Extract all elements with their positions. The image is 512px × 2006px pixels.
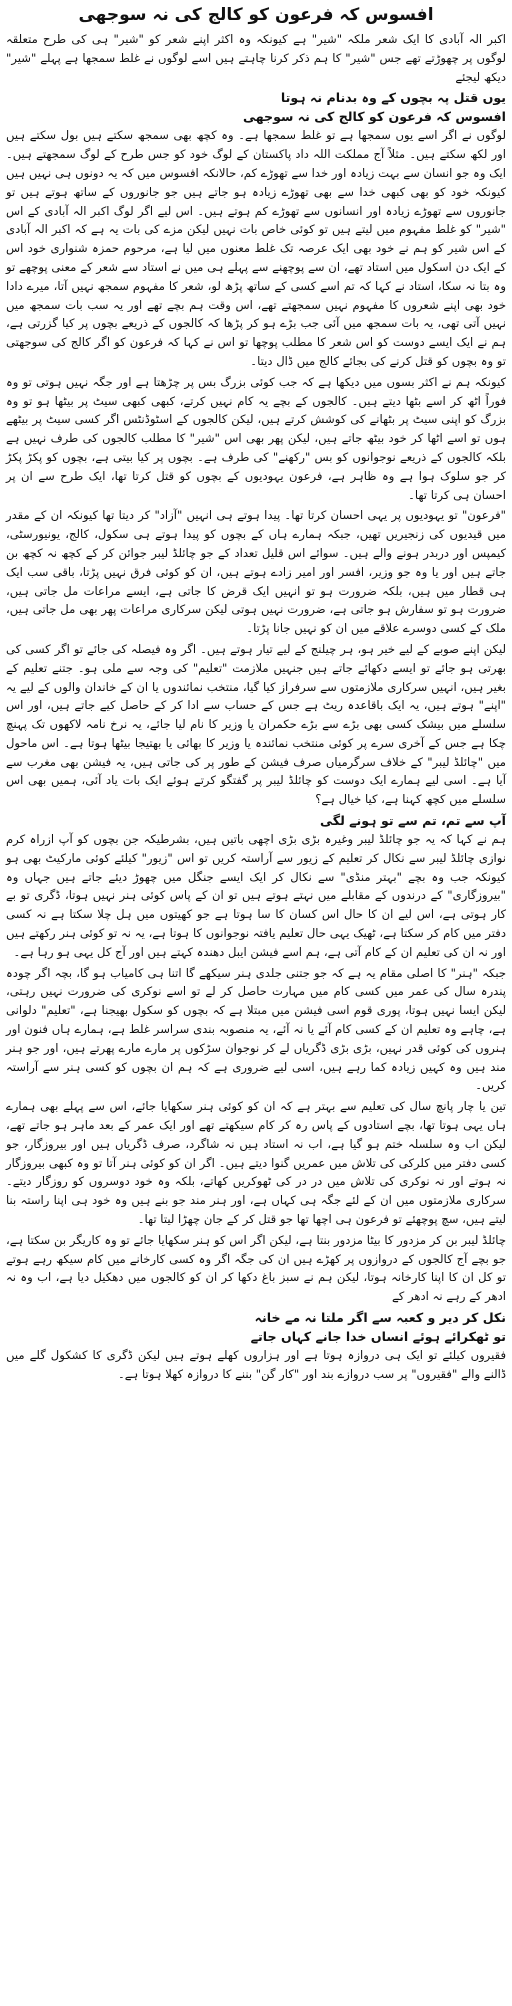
paragraph-2: لوگوں نے اگر اسے یوں سمجھا ہے تو غلط سمجھا ہے۔ وہ کچھ بھی سمجھ سکتے ہیں بول سکتے ہیں اور لکھ سکتے ہیں۔ مثلاً آج مملکت اللہ داد پاکستان کے لوگ خود کو جس طرح کے لوگ سمجھتے ہیں۔ ایک وہ جو انسان سے بہت زیادہ اور خدا سے تھوڑے کم، حالانکہ افسوس میں کہ یہ دونوں ہی نہیں ہیں کیونکہ خود کو بھی کبھی خدا سے بھی تھوڑے زیادہ ہو جاتے ہیں جو جانوروں کے ساتھ ہوتے ہیں تو جانوروں سے تھوڑے زیادہ اور انسانوں سے تھوڑے کم ہوتے ہیں۔ اس لیے اگر لوگ اکبر الہ آبادی کے اس "شیر" کو غلط مفہوم میں لیتے ہیں تو کوئی خاص بات نہیں لیکن مزے کی بات یہ ہے کہ اکبر الہ آبادی کے اس شیر کو ہم نے خود بھی ایک عرصہ تک غلط معنوں میں لیا ہے، مرحوم حمزہ شنواری خود اس کے ایک دن اسکول میں استاد تھے، ان سے پوچھنے سے پہلے ہی میں نے استاد سے شعر کے معنی پوچھے تو وہ بتا نہ سکا، استاد نے کہا کہ تم اسے کسی کے ساتھ پڑھ لو، شعر کا مفہوم سمجھ نہیں آتا، میرے دادا خود بھی اپنے شعروں کا مفہوم نہیں سمجھتے تھے، اس وقت ہم بچے تھے اور یہ سب بات سمجھ میں نہیں آتی تھی، یہ بات سمجھ میں آئی جب بڑے ہو کر پڑھا کہ کالجوں کے ذریعے بچوں پر کیا گزرتی ہے، ہم نے ایک ایسے دوست کو اس شعر کا مطلب پوچھا تو اس نے کہا کہ فرعون کو اگر کالج کی سوجھتی تو وہ بچوں کو قتل کرنے کی بجائے کالج میں ڈال دیتا۔ [6,128,506,368]
short-line-1: آپ سے تم، تم سے تو ہونے لگی [320,813,506,829]
paragraph-intro: اکبر الہ آبادی کا ایک شعر ملکہ "شیر" ہے کیونکہ وہ اکثر اپنے شعر کو "شیر" ہی کی طرح متعلقہ لوگوں پر چھوڑتے تھے جس "شیر" کا ہم ذکر کرنا چاہتے ہیں اسے لوگوں نے غلط سمجھا ہے پہلے "شیر" دیکھ لیجئے [6,32,506,84]
verse-line-1: نکل کر دیر و کعبہ سے اگر ملتا نہ مے خانہ [254,1310,506,1325]
paragraph-8: تین یا چار پانچ سال کی تعلیم سے بہتر ہے کہ ان کو کوئی ہنر سکھایا جائے، اس سے پہلے بھی ہمارے ہاں یہی ہوتا تھا، بچے استادوں کے پاس رہ کر کام سیکھتے تھے اور ایک عمر کے بعد ماہر ہو جاتے تھے، لیکن اب وہ سلسلہ ختم ہو گیا ہے، اب نہ استاد ہیں نہ شاگرد، صرف ڈگریاں ہیں اور بیروزگار، جو کسی دفتر میں کلرکی کی تلاش میں عمریں گنوا دیتے ہیں۔ اگر ان کو کوئی ہنر آتا تو وہ کبھی بیروزگار نہ ہوتے اور نہ نوکری کی تلاش میں در در کی ٹھوکریں کھاتے، بلکہ وہ خود دوسروں کو روزگار دیتے۔ سرکاری ملازمتوں میں ان کے لئے جگہ ہی کہاں ہے، اور ہنر مند جو بنے ہیں وہ خود ہی اپنا راستہ بنا لیتے ہیں، سچ پوچھئے تو فرعون ہی اچھا تھا جو قتل کر کے جان چھڑا لیتا تھا۔ [6,1099,506,1227]
paragraph-7: جبکہ "ہنر" کا اصلی مقام یہ ہے کہ جو جتنی جلدی ہنر سیکھے گا اتنا ہی کامیاب ہو گا، بچہ اگر چودہ پندرہ سال کی عمر میں کسی کام میں مہارت حاصل کر لے تو اسے نوکری کی ضرورت نہیں رہتی، لیکن ایسا نہیں ہوتا، پوری قوم اسی فیشن میں مبتلا ہے کہ بچوں کو سکول بھیجنا ہے، "تعلیم" دلوانی ہے، چاہے وہ تعلیم ان کے کسی کام آئے یا نہ آئے، یہ منصوبہ بندی سراسر غلط ہے، ہمارے ہاں فنون اور ہنروں کی کوئی قدر نہیں، بڑی بڑی ڈگریاں لے کر نوجوان سڑکوں پر مارے مارے پھرتے ہیں، اور جو ہنر مند ہیں وہ کہیں زیادہ کما رہے ہیں، اسی لیے ضروری ہے کہ ہم ان بچوں کو کسی ہنر سے آراستہ کریں۔ [6,965,506,1093]
couplet-line-2: افسوس کہ فرعون کو کالج کی نہ سوجھی [242,109,506,125]
paragraph-9: چائلڈ لیبر بن کر مزدور کا بیٹا مزدور بنتا ہے، لیکن اگر اس کو ہنر سکھایا جائے تو وہ کاریگر بن سکتا ہے، جو بچے آج کالجوں کے دروازوں پر کھڑے ہیں ان کی جگہ اگر وہ کسی کارخانے میں کام سیکھ رہے ہوتے تو کل ان کا اپنا کارخانہ ہوتا، لیکن ہم نے سبز باغ دکھا کر ان کو کالجوں میں دھکیل دیا ہے، اب وہ نہ ادھر کے رہے نہ ادھر کے [6,1232,506,1304]
paragraph-4: "فرعون" تو یہودیوں پر یہی احسان کرتا تھا۔ پیدا ہوتے ہی انہیں "آزاد" کر دیتا تھا کیونکہ ان کے مقدر میں قیدیوں کی زنجیریں تھیں، جبکہ ہمارے ہاں کے بچوں کو پیدا ہوتے ہی سکول، کالج، یونیورسٹی، کیمپس اور دربدر ہونے والے ہیں۔ سوائے اس قلیل تعداد کے جو چائلڈ لیبر جوائن کر کے کچھ نہ کچھ بن جاتے ہیں اور یا وہ جو وزیر، افسر اور امیر زادے ہوتے ہیں، ان کو کوئی فرق نہیں پڑتا، باقی سب ایک ہی قطار میں ہیں، بلکہ ضرورت ہو تو انہیں ایک قرض کا جاتی ہے، ایسے مراعات مل جاتی ہیں، ضرورت ہو تو سفارش ہو جاتی ہے، ضرورت نہیں ہوتی لیکن سرکاری مراعات پھر بھی مل جاتی ہیں، ملک کے کسی دوسرے علاقے میں ان کو نہیں جانا پڑتا۔ [6,508,506,636]
article-title: افسوس کہ فرعون کو کالج کی نہ سوجھی [78,5,434,25]
couplet-line-1: یوں قتل پہ بچوں کے وہ بدنام نہ ہوتا [280,90,506,106]
verse-line-2: تو ٹھکرائے ہوئے انساں خدا جانے کہاں جاتے [250,1329,506,1344]
paragraph-5: لیکن اپنے صوبے کے لیے خیر ہو، ہر چیلنج کے لیے تیار ہوتے ہیں۔ اگر وہ فیصلہ کی جائے تو اگر کسی کی بھرتی ہو جائے تو ایسے دکھائے جاتے ہیں جنہیں ملازمت "تعلیم" کی وجہ سے ملی ہو۔ جتنے تعلیم کے بغیر ہیں، انہیں سرکاری ملازمتوں سے سرفراز کیا گیا، منتخب نمائندوں یا ان کے خاندان والوں کے لیے یہ "اپنے" ہوتے ہیں، یہ ایک باقاعدہ ریٹ ہے جس کے حساب سے ادا کر کے حاصل کیے جاتے ہیں، اور اس سلسلے میں بیشک کسی بھی بڑے سے بڑے حکمران یا وزیر کا نام لیا جائے، یہ نرخ نامہ لاکھوں تک پہنچ چکا ہے جس کے آخری سرے پر کوئی منتخب نمائندہ یا وزیر کا بھائی یا بھتیجا بیٹھا ہوتا ہے۔ اس ماحول میں "چائلڈ لیبر" کے خلاف سرگرمیاں صرف فیشن کے طور پر کی جاتی ہیں، یہ فیشن بھی مغرب سے آیا ہے۔ اسی لیے ہمارے ایک دوست کو چائلڈ لیبر پر گفتگو کرتے ہوئے ایک بات یاد آئی، ہمیں بھی اس سلسلے میں کچھ کہنا ہے، کیا خیال ہے؟ [6,641,506,807]
paragraph-3: کیونکہ ہم نے اکثر بسوں میں دیکھا ہے کہ جب کوئی بزرگ بس پر چڑھتا ہے اور جگہ نہیں ہوتی تو وہ فوراً اٹھ کر اسے بٹھا دیتے ہیں۔ کالجوں کے بچے یہ کام نہیں کرتے، کبھی کبھی سیٹ پر بیٹھا ہو تو وہ بزرگ کو اپنی سیٹ پر بٹھانے کی کوشش کرتے ہیں، لیکن کالجوں کے اسٹوڈنٹس اگر کسی سیٹ پر بیٹھے ہوں تو اسے اٹھا کر خود بیٹھ جاتے ہیں، لیکن پھر بھی اس "شیر" کا مطلب کالجوں کی طرف نہیں ہے بلکہ کالجوں کے ذریعے نوجوانوں کو بس "رکھنے" کی طرف ہے۔ بچوں پر کیا بیتی ہے، بچوں کو پکڑ پکڑ کر جو سلوک ہوا ہے وہ ظاہر ہے، فرعون یہودیوں کے بچوں کو قتل کرتا تھا، ایک طرح سے ان پر احسان ہی کرتا تھا۔ [6,374,506,502]
paragraph-closing: فقیروں کیلئے تو ایک ہی دروازہ ہوتا ہے اور ہزاروں کھلے ہوتے ہیں لیکن ڈگری کا کشکول گلے میں ڈالنے والے "فقیروں" پر سب دروازے بند اور "کار گن" بننے کا دروازہ کھلا ہوتا ہے۔ [6,1348,506,1381]
paragraph-6: ہم نے کہا کہ یہ جو چائلڈ لیبر وغیرہ بڑی بڑی اچھی باتیں ہیں، بشرطیکہ جن بچوں کو آپ ازراہ کرم نوازی چائلڈ لیبر سے نکال کر تعلیم کے زیور سے آراستہ کریں تو اس "زیور" کیلئے کوئی مارکیٹ بھی ہو کیونکہ جب وہ بچے "بہتر منڈی" سے نکال کر ایک ایسے جنگل میں چھوڑ دیئے جاتے ہیں جہاں وہ "بیروزگاری" کے درندوں کے مقابلے میں نہتے ہوتے ہیں تو ان کے پاس کوئی ہنر نہیں ہوتا، ڈگری تو بے کار ہوتی ہے، اس لیے ان کا حال اس کسان کا سا ہوتا ہے جو کھیتوں میں ہل چلا سکتا ہے نہ کسی دفتر میں کام کر سکتا ہے، ٹھیک یہی حال تعلیم یافتہ نوجوانوں کا ہوتا ہے، یہ نہ تو کوئی ہنر رکھتے ہیں اور نہ ان کی تعلیم ان کے کام آتی ہے، ہم اسے فیشن ایبل دھندہ کہتے ہیں اور آج کل یہی ہو رہا ہے۔ [6,832,506,959]
